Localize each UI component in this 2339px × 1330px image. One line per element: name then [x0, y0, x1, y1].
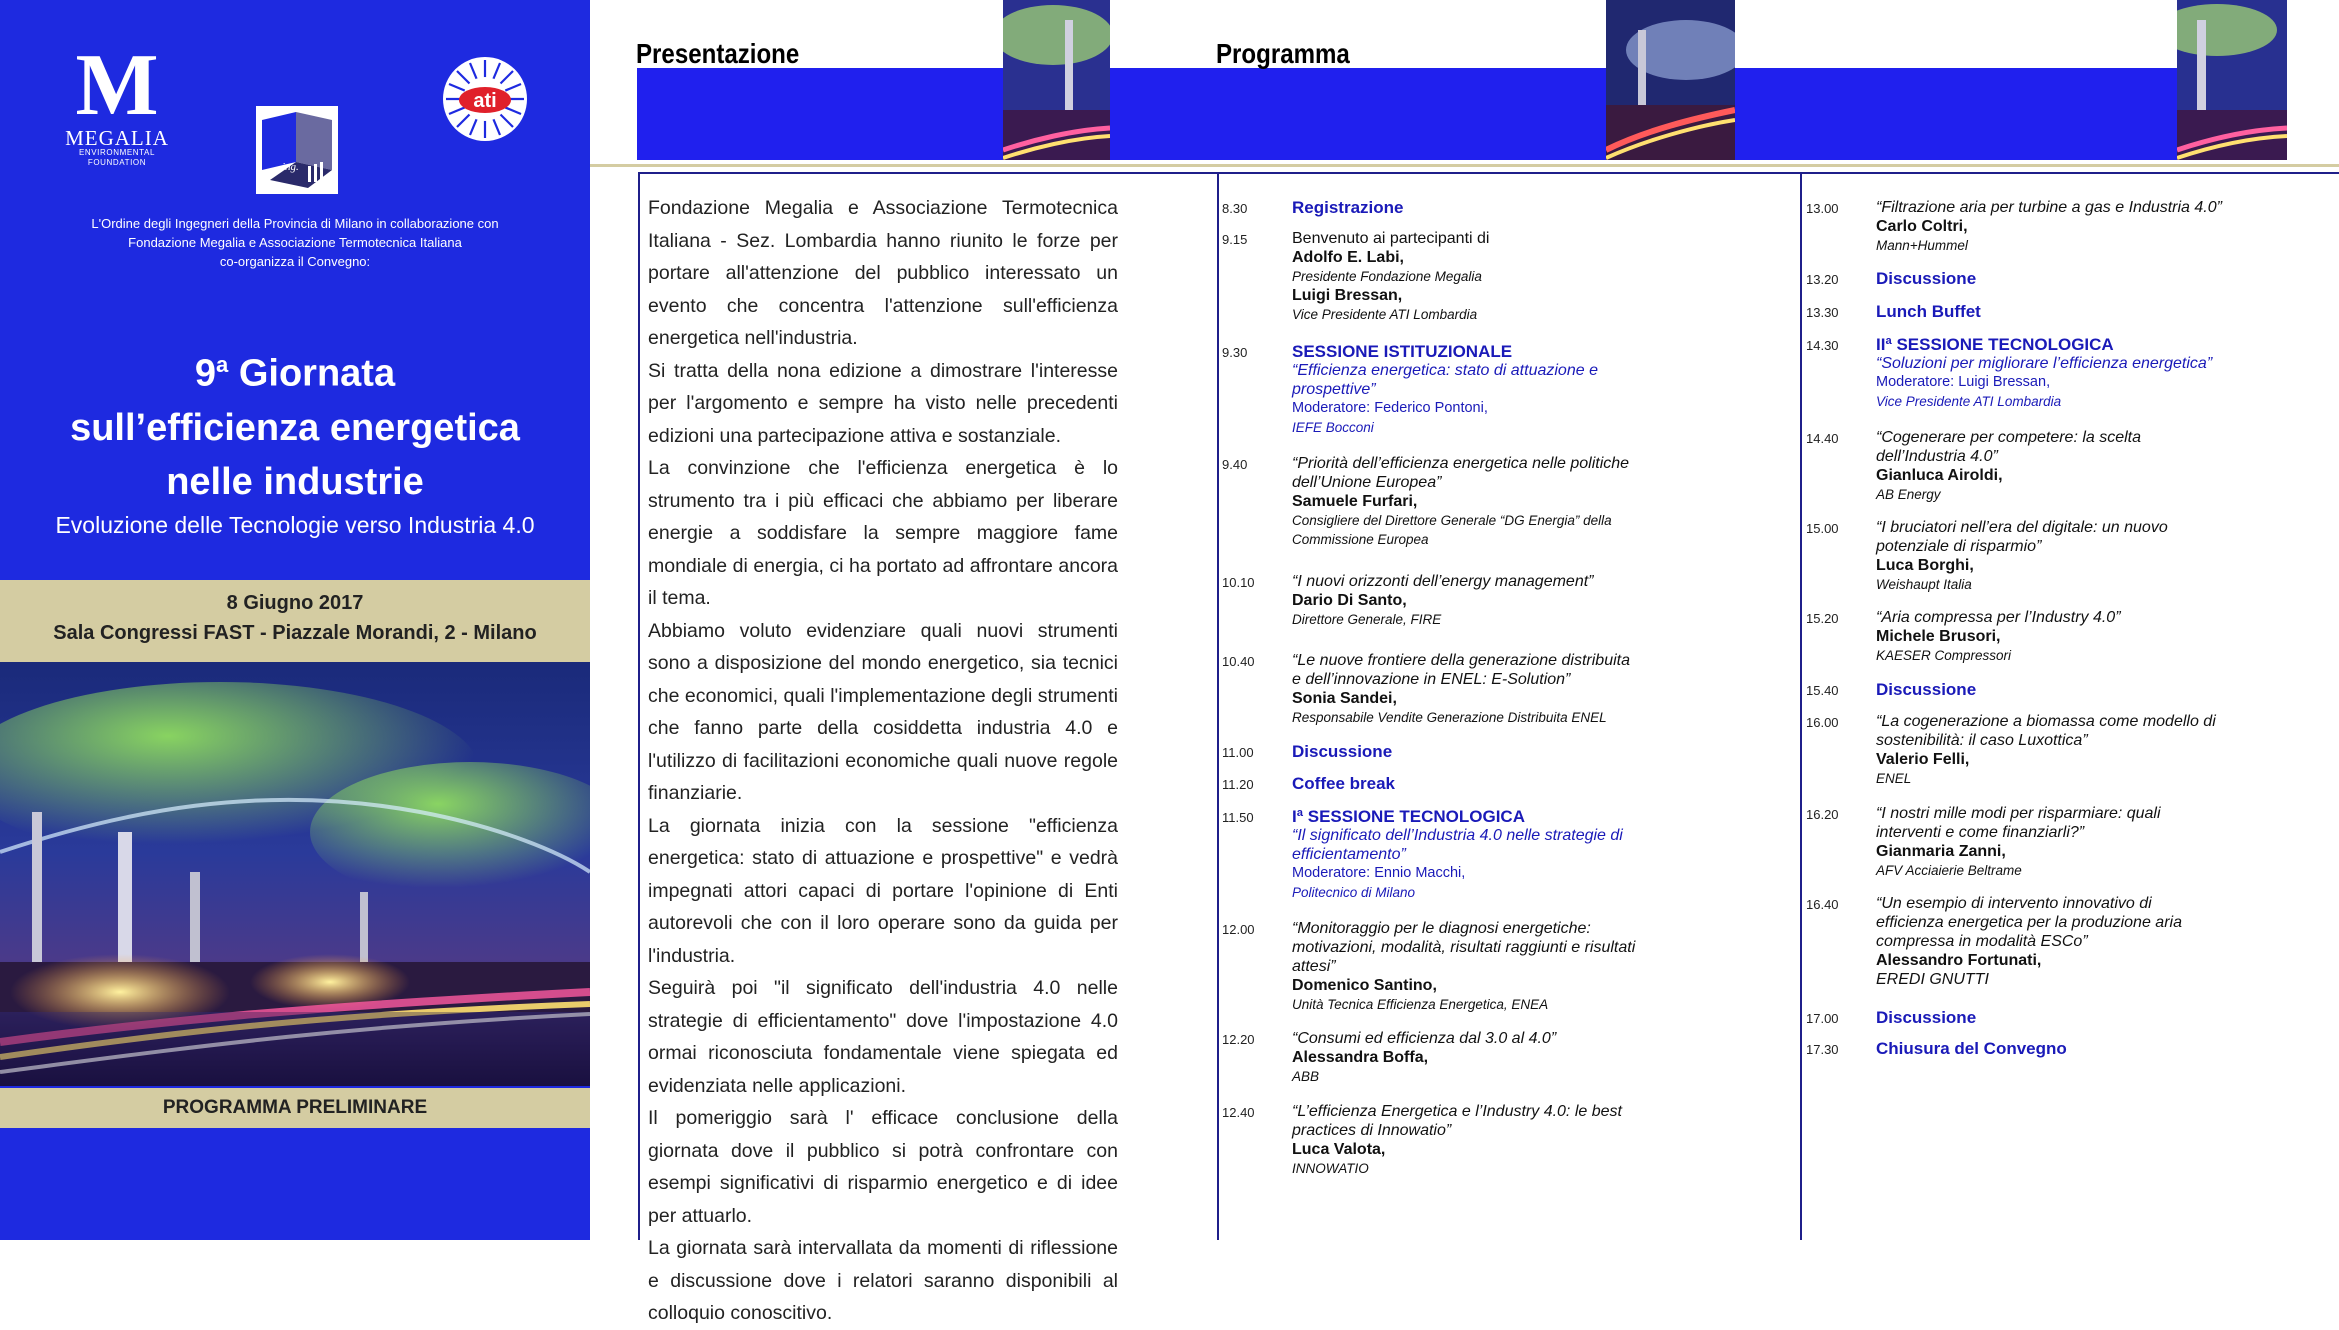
presentazione-paragraph: Si tratta della nona edizione a dimostrare l'interesse per l'argomento e sempre ha visto nelle precedenti edizioni una partecipazione attiva e sostanziale. — [648, 359, 1118, 447]
megalia-logo — [52, 37, 182, 167]
divider-line — [1217, 172, 1219, 1240]
programme-line-mod: Moderatore: Luigi Bressan, — [1876, 374, 2051, 390]
programme-time: 15.40 — [1806, 683, 1839, 698]
programme-line-spk: Carlo Coltri, — [1876, 218, 1968, 235]
title-ordinal: a — [216, 352, 229, 377]
programme-time: 16.20 — [1806, 807, 1839, 822]
programme-line-talk: “Le nuove frontiere della generazione distribuita — [1292, 652, 1630, 669]
programme-line-talk: dell’Industria 4.0” — [1876, 448, 1998, 465]
programme-time: 8.30 — [1222, 201, 1248, 216]
programme-line-mod: Moderatore: Ennio Macchi, — [1292, 865, 1466, 881]
programme-line-aff: Consigliere del Direttore Generale “DG Energia” della — [1292, 513, 1612, 528]
programme-time: 12.40 — [1222, 1105, 1255, 1120]
megalia-logo-letter: M — [75, 37, 159, 134]
programme-line-talk: compressa in modalità ESCo” — [1876, 933, 2088, 950]
divider-line — [638, 172, 640, 1240]
programme-time: 10.40 — [1222, 654, 1255, 669]
title-number: 9 — [194, 352, 217, 395]
programme-time: 17.30 — [1806, 1042, 1839, 1057]
cover-panel — [0, 0, 590, 1240]
programme-line-talk: “Priorità dell’efficienza energetica nelle politiche — [1292, 455, 1630, 472]
programme-line-talk: “Un esempio di intervento innovativo di — [1876, 895, 2152, 912]
title-line2: sull’efficienza energetica — [70, 406, 520, 449]
programme-line-talk: “Monitoraggio per le diagnosi energetiche: — [1292, 920, 1591, 937]
programme-entry — [1876, 680, 1976, 699]
programme-line-plain: Benvenuto ai partecipanti di — [1292, 230, 1490, 247]
programme-time: 16.00 — [1806, 715, 1839, 730]
programme-line-spk: Alessandra Boffa, — [1292, 1049, 1429, 1066]
programme-line-aff-big: EREDI GNUTTI — [1876, 971, 1989, 988]
programme-line-talk: attesi” — [1292, 958, 1336, 975]
presentazione-paragraph: La convinzione che l'efficienza energetica è lo strumento tra i più efficaci che abbiamo per liberare energie a soddisfare la sempre maggiore fame mondiale di energia, ci ha portato ad affrontare ancora il tema. — [648, 457, 1118, 609]
programme-line-spk: Sonia Sandei, — [1292, 690, 1397, 707]
programme-time: 9.40 — [1222, 457, 1248, 472]
programme-line-spk: Samuele Furfari, — [1292, 493, 1418, 510]
programme-line-spk: Michele Brusori, — [1876, 628, 2001, 645]
preliminary-program-label: PROGRAMMA PRELIMINARE — [162, 1097, 428, 1118]
programme-line-spk: Gianluca Airoldi, — [1876, 467, 2003, 484]
programme-line-hd: Lunch Buffet — [1876, 302, 1981, 321]
programme-line-aff: Responsabile Vendite Generazione Distribuita ENEL — [1292, 710, 1607, 725]
programme-line-spk: Gianmaria Zanni, — [1876, 843, 2006, 860]
programme-entry — [1292, 198, 1403, 217]
programme-entry — [1876, 1039, 2067, 1058]
programme-line-aff: AB Energy — [1876, 487, 1941, 502]
programme-line-talk: “La cogenerazione a biomassa come modello di — [1876, 713, 2216, 730]
programme-line-talk-blue: “Soluzioni per migliorare l’efficienza energetica” — [1876, 355, 2213, 372]
event-date: 8 Giugno 2017 — [226, 592, 364, 614]
programme-time: 14.40 — [1806, 431, 1839, 446]
programme-time: 16.40 — [1806, 897, 1839, 912]
programme-line-talk: “Consumi ed efficienza dal 3.0 al 4.0” — [1292, 1030, 1557, 1047]
programma-column-1 — [1222, 0, 1792, 1240]
programme-time: 17.00 — [1806, 1011, 1839, 1026]
programme-line-talk: e dell’innovazione in ENEL: E-Solution” — [1292, 671, 1571, 688]
programme-line-hd: IIª SESSIONE TECNOLOGICA — [1876, 335, 2114, 354]
programme-time: 12.20 — [1222, 1032, 1255, 1047]
programme-line-talk: “I nuovi orizzonti dell’energy management” — [1292, 573, 1594, 590]
programme-line-spk: Dario Di Santo, — [1292, 592, 1407, 609]
programme-line-hd: Discussione — [1292, 742, 1393, 761]
programme-line-aff: Presidente Fondazione Megalia — [1292, 269, 1482, 284]
programme-line-talk: interventi e come finanziarli?” — [1876, 824, 2085, 841]
programme-time: 11.50 — [1222, 810, 1254, 825]
presentazione-paragraph: Fondazione Megalia e Associazione Termotecnica Italiana - Sez. Lombardia hanno riunito le forze per portare all'attenzione del pubblico interessato un evento che concentra l'attenzione sull'efficienza energetica nell'industria. — [648, 197, 1118, 349]
presentazione-paragraph: La giornata inizia con la sessione "efficienza energetica: stato di attuazione e prospettive" e vedrà impegnati attori capaci di portare l'opinione di Enti autorevoli che con il loro operare sono da guida per l'industria. — [648, 814, 1118, 967]
programme-entry — [1292, 572, 1593, 629]
programme-time: 12.00 — [1222, 922, 1255, 937]
presentazione-heading: Presentazione — [636, 38, 800, 69]
programme-time: 13.30 — [1806, 305, 1839, 320]
event-venue: Sala Congressi FAST - Piazzale Morandi, 2 - Milano — [53, 622, 537, 644]
megalia-logo-sub: ENVIRONMENTAL FOUNDATION — [78, 148, 156, 167]
programme-entry — [1876, 198, 2222, 255]
programme-line-mod: Moderatore: Federico Pontoni, — [1292, 400, 1488, 416]
presentazione-paragraph: Il pomeriggio sarà l' efficace conclusione della giornata dove il pubblico si potrà confrontare con esempi significativi di risparmio energetico e di idee per attuarlo. — [648, 1107, 1118, 1227]
programme-line-aff: Commissione Europea — [1292, 532, 1429, 547]
programme-line-spk: Luca Valota, — [1292, 1141, 1386, 1158]
programme-line-aff-blue: IEFE Bocconi — [1292, 420, 1374, 435]
industrial-night-photo — [0, 662, 590, 1086]
programme-line-talk-blue: prospettive” — [1292, 381, 1376, 398]
programme-line-talk-blue: efficientamento” — [1292, 846, 1406, 863]
programme-entry — [1292, 454, 1629, 549]
programme-entry — [1876, 428, 2141, 504]
programme-entry — [1292, 342, 1598, 437]
event-subtitle: Evoluzione delle Tecnologie verso Industria 4.0 — [55, 512, 535, 538]
ingegneri-logo-text: ing. — [282, 161, 299, 173]
programme-line-hd: Discussione — [1876, 269, 1977, 288]
ati-logo — [440, 54, 530, 144]
programme-entry — [1876, 1008, 1976, 1027]
programme-line-talk: practices di Innowatio” — [1292, 1122, 1452, 1139]
programme-line-hd: Registrazione — [1292, 198, 1404, 217]
programme-line-hd: SESSIONE ISTITUZIONALE — [1292, 342, 1513, 361]
programme-entry — [1876, 608, 2121, 665]
programme-line-talk: motivazioni, modalità, risultati raggiunti e risultati — [1292, 939, 1636, 956]
programme-time: 11.00 — [1222, 745, 1254, 760]
presentazione-paragraph: Abbiamo voluto evidenziare quali nuovi strumenti sono a disposizione del mondo energetico, sia tecnici che economici, quali l'implementazione degli strumenti che fanno parte della cosiddetta industria 4.0 e l'utilizzo di facilitazioni economiche quali nuove regole finanziarie. — [648, 619, 1118, 804]
programme-line-spk: Alessandro Fortunati, — [1876, 952, 2042, 969]
programme-entry — [1292, 774, 1395, 793]
programme-line-talk: “I nostri mille modi per risparmiare: quali — [1876, 805, 2161, 822]
title-line3: nelle industrie — [166, 460, 424, 503]
programme-line-talk: “I bruciatori nell’era del digitale: un nuovo — [1876, 519, 2168, 536]
ati-logo-text: ati — [473, 90, 497, 112]
programma-heading: Programma — [1216, 38, 1350, 69]
programme-entry — [1876, 335, 2212, 411]
programma-column-2 — [1806, 0, 2336, 1240]
programme-time: 11.20 — [1222, 777, 1254, 792]
programme-line-hd: Iª SESSIONE TECNOLOGICA — [1292, 807, 1525, 826]
event-title — [20, 338, 570, 509]
programme-entry — [1876, 302, 1981, 321]
programme-line-talk-blue: “Il significato dell’Industria 4.0 nelle strategie di — [1292, 827, 1623, 844]
programme-entry — [1876, 712, 2216, 788]
programme-entry — [1292, 742, 1392, 761]
programme-entry — [1876, 894, 2182, 989]
intro-line: L'Ordine degli Ingegneri della Provincia di Milano in collaborazione con — [91, 216, 499, 231]
programme-line-spk: Luca Borghi, — [1876, 557, 1974, 574]
programme-line-aff: KAESER Compressori — [1876, 648, 2012, 663]
programme-entry — [1876, 518, 2168, 594]
programme-entry — [1292, 229, 1489, 324]
programme-line-aff: AFV Acciaierie Beltrame — [1876, 863, 2022, 878]
programme-time: 15.20 — [1806, 611, 1839, 626]
presentazione-text — [648, 192, 1118, 1330]
programme-line-aff-blue: Vice Presidente ATI Lombardia — [1876, 394, 2062, 409]
programme-time: 10.10 — [1222, 575, 1255, 590]
programme-line-spk: Domenico Santino, — [1292, 977, 1437, 994]
programme-line-talk: “Filtrazione aria per turbine a gas e Industria 4.0” — [1876, 199, 2222, 216]
programme-line-talk: dell’Unione Europea” — [1292, 474, 1442, 491]
programme-line-aff: Mann+Hummel — [1876, 238, 1968, 253]
programme-line-spk: Valerio Felli, — [1876, 751, 1970, 768]
programme-entry — [1292, 807, 1623, 902]
programme-line-talk-blue: “Efficienza energetica: stato di attuazione e — [1292, 362, 1598, 379]
programme-entry — [1876, 269, 1976, 288]
megalia-logo-name: MEGALIA — [65, 126, 169, 150]
intro-text — [40, 214, 550, 271]
programme-line-aff: ENEL — [1876, 771, 1912, 786]
divider-line — [1800, 172, 1802, 1240]
programme-line-aff: INNOWATIO — [1292, 1161, 1369, 1176]
programme-line-talk: potenziale di risparmio” — [1876, 538, 2042, 555]
programme-line-aff-blue: Politecnico di Milano — [1292, 885, 1416, 900]
programme-entry — [1876, 804, 2161, 880]
programme-time: 13.20 — [1806, 272, 1839, 287]
programme-line-aff: Direttore Generale, FIRE — [1292, 612, 1442, 627]
programme-line-talk: “Aria compressa per l’Industry 4.0” — [1876, 609, 2121, 626]
programme-line-talk: “L’efficienza Energetica e l’Industry 4.0: le best — [1292, 1103, 1622, 1120]
header-stripe-presentazione — [637, 68, 1003, 160]
programme-time: 13.00 — [1806, 201, 1839, 216]
programme-line-talk: efficienza energetica per la produzione aria — [1876, 914, 2182, 931]
programme-line-talk: sostenibilità: il caso Luxottica” — [1876, 732, 2088, 749]
programme-line-hd: Discussione — [1876, 1008, 1977, 1027]
programme-line-aff: Unità Tecnica Efficienza Energetica, ENEA — [1292, 997, 1549, 1012]
intro-line: Fondazione Megalia e Associazione Termotecnica Italiana — [128, 235, 462, 250]
programme-time: 9.15 — [1222, 232, 1248, 247]
programme-entry — [1292, 651, 1630, 727]
presentazione-paragraph: La giornata sarà intervallata da momenti di riflessione e discussione dove i relatori saranno disponibili al colloquio conoscitivo. — [648, 1237, 1118, 1324]
header-photo-1 — [1003, 0, 1110, 160]
programme-entry — [1292, 1102, 1622, 1178]
programme-entry — [1292, 1029, 1556, 1086]
programme-time: 9.30 — [1222, 345, 1248, 360]
programme-line-aff: Vice Presidente ATI Lombardia — [1292, 307, 1478, 322]
intro-line: co-organizza il Convegno: — [219, 254, 371, 269]
programme-line-hd: Discussione — [1876, 680, 1977, 699]
presentazione-paragraph: Seguirà poi "il significato dell'industria 4.0 nelle strategie di efficientamento" dove l'impostazione 4.0 ormai riconosciuta fondamentale viene spiegata ed evidenziata nelle applicazioni. — [648, 977, 1118, 1097]
programme-time: 14.30 — [1806, 338, 1839, 353]
programme-entry — [1292, 919, 1635, 1014]
title-line1: Giornata — [228, 352, 396, 395]
programme-line-aff: Weishaupt Italia — [1876, 577, 1972, 592]
programme-line-hd: Coffee break — [1292, 774, 1395, 793]
programme-line-spk: Luigi Bressan, — [1292, 287, 1403, 304]
programme-line-spk: Adolfo E. Labi, — [1292, 249, 1404, 266]
programme-line-hd: Chiusura del Convegno — [1876, 1039, 2067, 1058]
ingegneri-logo — [256, 106, 338, 194]
programme-line-talk: “Cogenerare per competere: la scelta — [1876, 429, 2142, 446]
programme-time: 15.00 — [1806, 521, 1839, 536]
programme-line-aff: ABB — [1292, 1069, 1320, 1084]
